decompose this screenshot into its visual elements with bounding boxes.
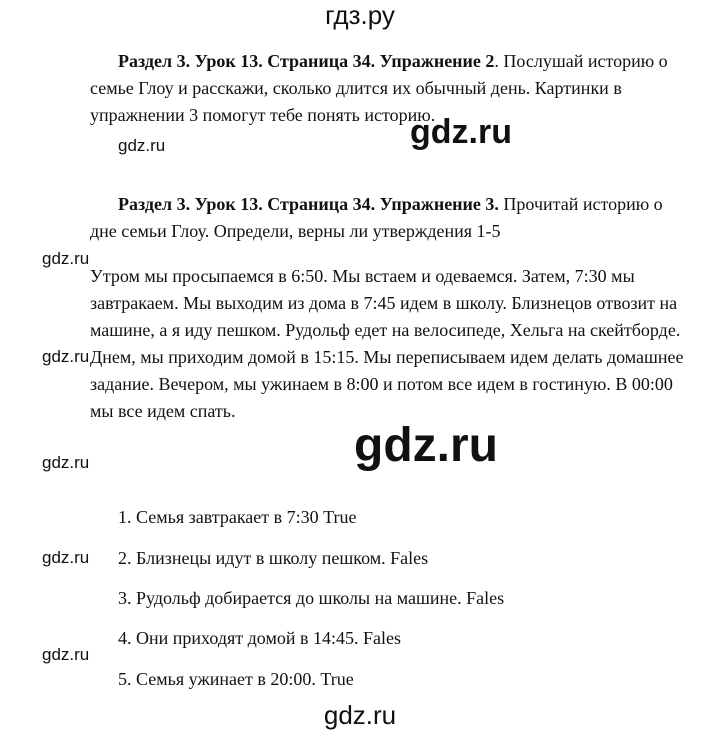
watermark-small: gdz.ru (42, 249, 90, 268)
watermark-small: gdz.ru (42, 347, 90, 366)
exercise-2-paragraph (90, 48, 700, 129)
story-line-2: завтракаем. Мы выходим из дома в 7:45 идем в школу. Близнецов отвозит на (90, 293, 678, 313)
story-line-4: Днем, мы приходим домой в 15:15. Мы переписываем идем делать домашнее (90, 347, 684, 367)
exercise-2-text-1: . Послушай историю о (494, 51, 668, 71)
watermark-small: gdz.ru (42, 548, 90, 567)
statement-1: 1. Семья завтракает в 7:30 True (118, 507, 357, 527)
site-footer-title: gdz.ru (323, 700, 397, 730)
story-paragraph (90, 263, 700, 425)
story-line-1: Утром мы просыпаемся в 6:50. Мы встаем и одеваемся. Затем, 7:30 мы (90, 266, 635, 286)
watermark-small: gdz.ru (118, 136, 166, 155)
statement-4: 4. Они приходят домой в 14:45. Fales (118, 628, 401, 648)
statement-5: 5. Семья ужинает в 20:00. True (118, 669, 354, 689)
story-line-6: мы все идем спать. (90, 401, 236, 421)
watermark-small: gdz.ru (42, 453, 90, 472)
watermark-large: gdz.ru (410, 113, 512, 151)
site-header-title: гдз.ру (325, 0, 395, 30)
story-line-5: задание. Вечером, мы ужинаем в 8:00 и потом все идем в гостиную. В 00:00 (90, 374, 673, 394)
exercise-3-line-1 (90, 191, 700, 218)
story-line-3: машине, а я иду пешком. Рудольф едет на велосипеде, Хельга на скейтборде. (90, 320, 681, 340)
exercise-2-line-3: упражнении 3 помогут тебе понять историю. (90, 105, 436, 125)
statement-2: 2. Близнецы идут в школу пешком. Fales (118, 548, 429, 568)
watermark-small: gdz.ru (42, 645, 90, 664)
exercise-3-line-2: дне семьи Глоу. Определи, верны ли утверждения 1-5 (90, 221, 501, 241)
exercise-2-line-2: семье Глоу и расскажи, сколько длится их обычный день. Картинки в (90, 78, 622, 98)
exercise-3-text-1: Прочитай историю о (498, 194, 663, 214)
exercise-3-title: Раздел 3. Урок 13. Страница 34. Упражнение 3. (118, 194, 499, 214)
exercise-2-line-1 (90, 48, 700, 75)
watermark-large: gdz.ru (354, 419, 498, 472)
exercise-2-title: Раздел 3. Урок 13. Страница 34. Упражнение 2 (118, 51, 495, 71)
statement-3: 3. Рудольф добирается до школы на машине. Fales (118, 588, 505, 608)
exercise-3-paragraph (90, 191, 700, 245)
